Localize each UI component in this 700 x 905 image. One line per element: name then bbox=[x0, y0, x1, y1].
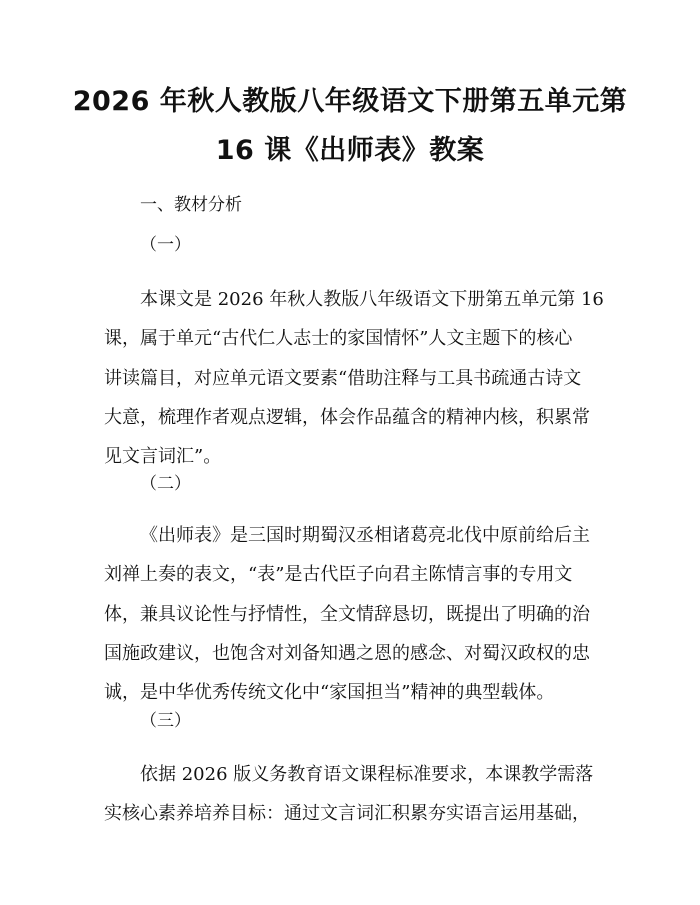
paragraph-2-line: 国施政建议，也饱含对刘备知遇之恩的感念、对蜀汉政权的忠 bbox=[104, 642, 590, 664]
paragraph-3-line: 实核心素养培养目标：通过文言词汇积累夯实语言运用基础， bbox=[104, 803, 590, 825]
document-title-line-2: 16 课《出师表》教案 bbox=[215, 135, 485, 166]
paragraph-1-line: 讲读篇目，对应单元语文要素“借助注释与工具书疏通古诗文 bbox=[104, 367, 582, 389]
paragraph-3 bbox=[104, 755, 596, 834]
subsection-label-3: （三） bbox=[140, 711, 191, 731]
paragraph-1 bbox=[104, 280, 604, 476]
paragraph-2-line: 体，兼具议论性与抒情性，全文情辞恳切，既提出了明确的治 bbox=[104, 603, 590, 625]
section-heading-teaching-material-analysis: 一、教材分析 bbox=[140, 195, 242, 215]
subsection-label-1: （一） bbox=[140, 235, 191, 255]
paragraph-2 bbox=[104, 516, 596, 712]
paragraph-2-line: 诚，是中华优秀传统文化中“家国担当”精神的典型载体。 bbox=[104, 682, 555, 704]
paragraph-1-line: 课，属于单元“古代仁人志士的家国情怀”人文主题下的核心 bbox=[104, 328, 573, 350]
paragraph-2-line: 《出师表》是三国时期蜀汉丞相诸葛亮北伐中原前给后主 bbox=[140, 525, 590, 546]
paragraph-1-line: 大意，梳理作者观点逻辑，体会作品蕴含的精神内核，积累常 bbox=[104, 406, 590, 428]
paragraph-1-line: 见文言词汇”。 bbox=[104, 446, 222, 468]
paragraph-1-line: 本课文是 2026 年秋人教版八年级语文下册第五单元第 16 bbox=[140, 289, 604, 310]
paragraph-3-line: 依据 2026 版义务教育语文课程标准要求，本课教学需落 bbox=[140, 764, 594, 785]
paragraph-2-line: 刘禅上奏的表文，“表”是古代臣子向君主陈情言事的专用文 bbox=[104, 564, 573, 586]
subsection-label-2: （二） bbox=[140, 474, 191, 494]
document-title-line-1: 2026 年秋人教版八年级语文下册第五单元第 bbox=[72, 86, 628, 117]
